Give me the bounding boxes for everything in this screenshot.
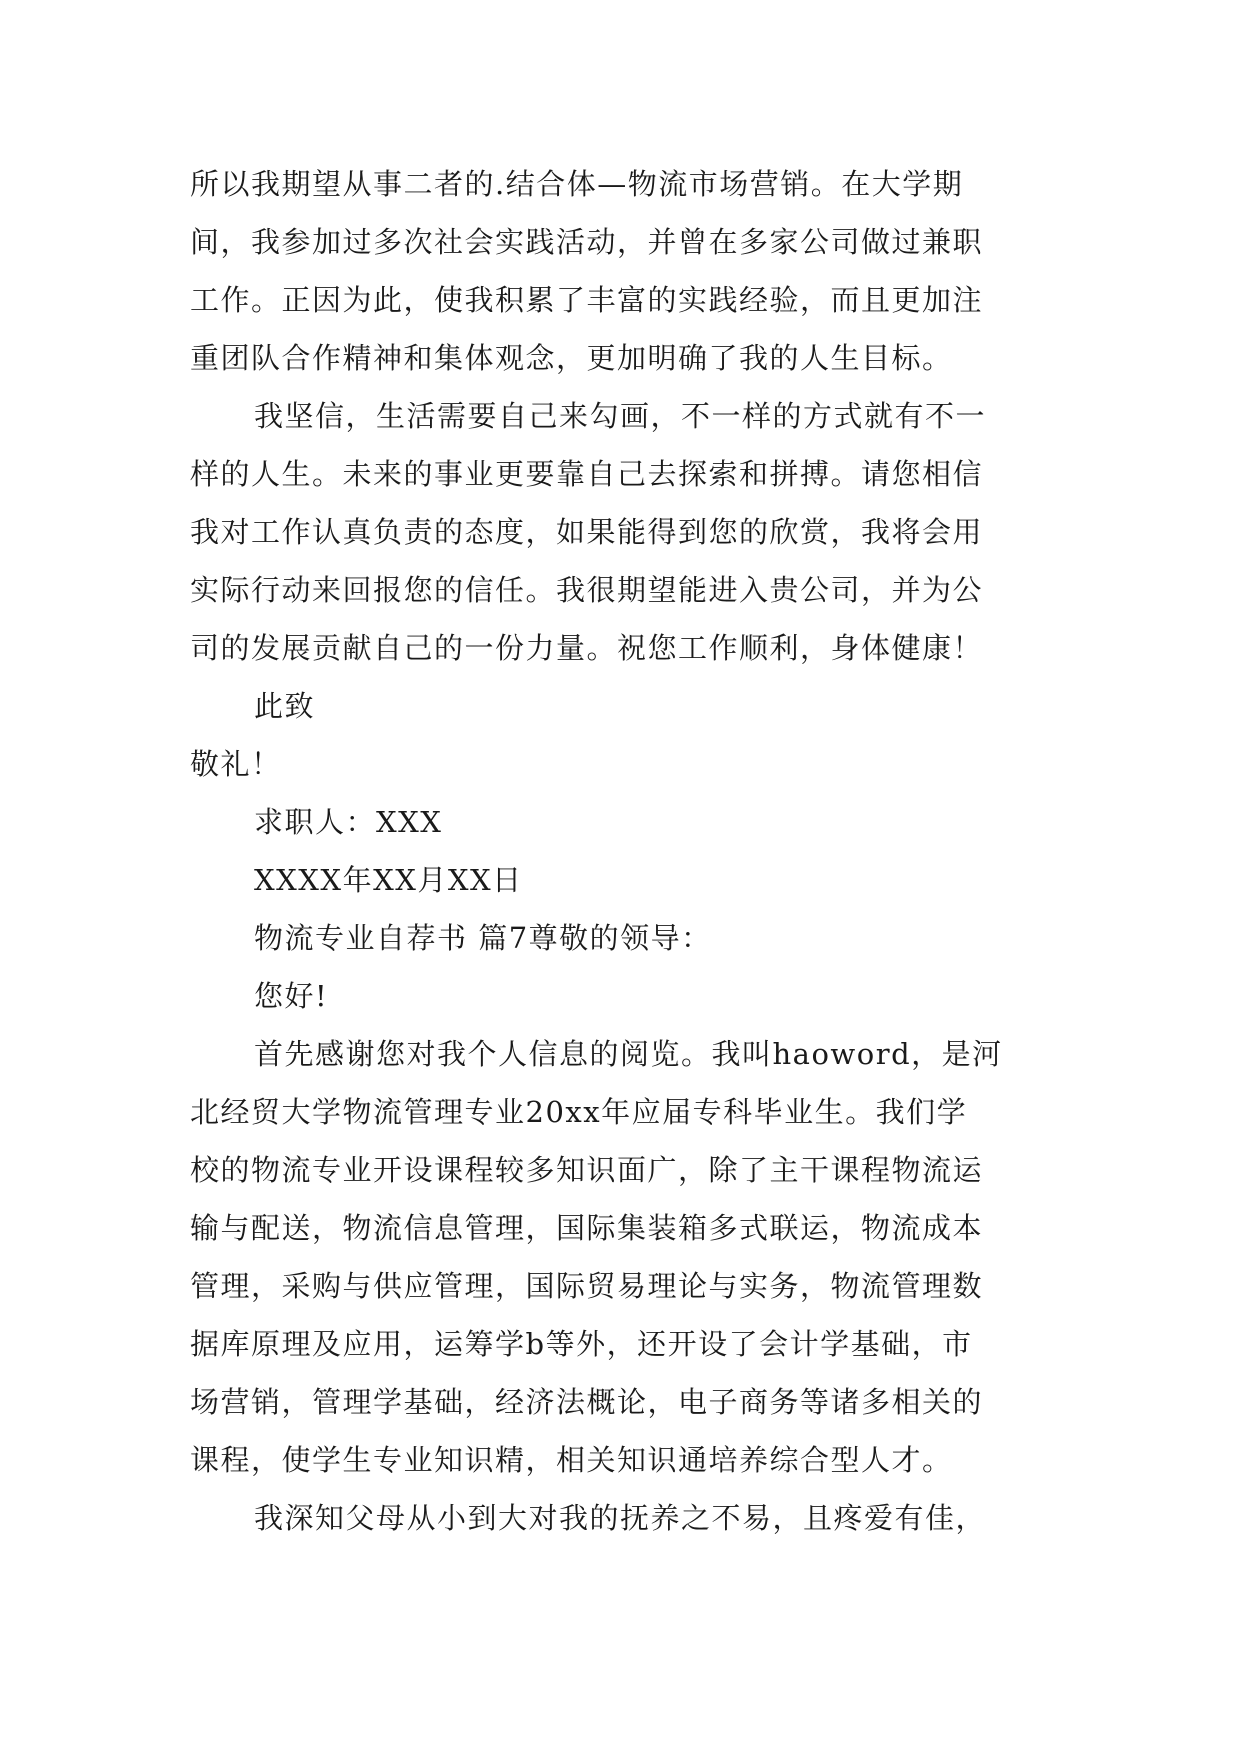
- date-line: XXXX年XX月XX日: [254, 863, 523, 897]
- text-line: 我深知父母从小到大对我的抚养之不易，且疼爱有佳，: [254, 1501, 987, 1535]
- document-body: [190, 155, 1052, 1547]
- text-line: 工作。正因为此，使我积累了丰富的实践经验，而且更加注: [190, 283, 984, 317]
- text-line: 课程，使学生专业知识精，相关知识通培养综合型人才。: [190, 1443, 953, 1477]
- text-line: 据库原理及应用，运筹学b等外，还开设了会计学基础，市: [190, 1327, 973, 1361]
- text-line: 校的物流专业开设课程较多知识面广，除了主干课程物流运: [190, 1153, 984, 1187]
- text-line: 样的人生。未来的事业更要靠自己去探索和拼搏。请您相信: [190, 457, 984, 491]
- closing-line: 此致: [254, 689, 316, 723]
- text-line: 我对工作认真负责的态度，如果能得到您的欣赏，我将会用: [190, 515, 984, 549]
- text-line: 场营销，管理学基础，经济法概论，电子商务等诸多相关的: [190, 1385, 984, 1419]
- text-line: 所以我期望从事二者的.结合体—物流市场营销。在大学期: [190, 167, 964, 201]
- text-line: 间，我参加过多次社会实践活动，并曾在多家公司做过兼职: [190, 225, 984, 259]
- text-line: 输与配送，物流信息管理，国际集装箱多式联运，物流成本: [190, 1211, 984, 1245]
- greeting-line: 您好!: [254, 979, 329, 1013]
- text-line: 重团队合作精神和集体观念，更加明确了我的人生目标。: [190, 341, 953, 375]
- text-line: 管理，采购与供应管理，国际贸易理论与实务，物流管理数: [190, 1269, 984, 1303]
- text-line: 实际行动来回报您的信任。我很期望能进入贵公司，并为公: [190, 573, 984, 607]
- signature-line: 求职人：XXX: [254, 805, 443, 839]
- text-line: 我坚信，生活需要自己来勾画，不一样的方式就有不一: [254, 399, 987, 433]
- salutation-line: 敬礼！: [190, 747, 282, 781]
- text-line: 司的发展贡献自己的一份力量。祝您工作顺利，身体健康！: [190, 631, 984, 665]
- text-line: 首先感谢您对我个人信息的阅览。我叫haoword，是河: [254, 1037, 1003, 1071]
- text-line: 北经贸大学物流管理专业20xx年应届专科毕业生。我们学: [190, 1095, 968, 1129]
- section-heading: 物流专业自荐书 篇7尊敬的领导：: [254, 921, 712, 955]
